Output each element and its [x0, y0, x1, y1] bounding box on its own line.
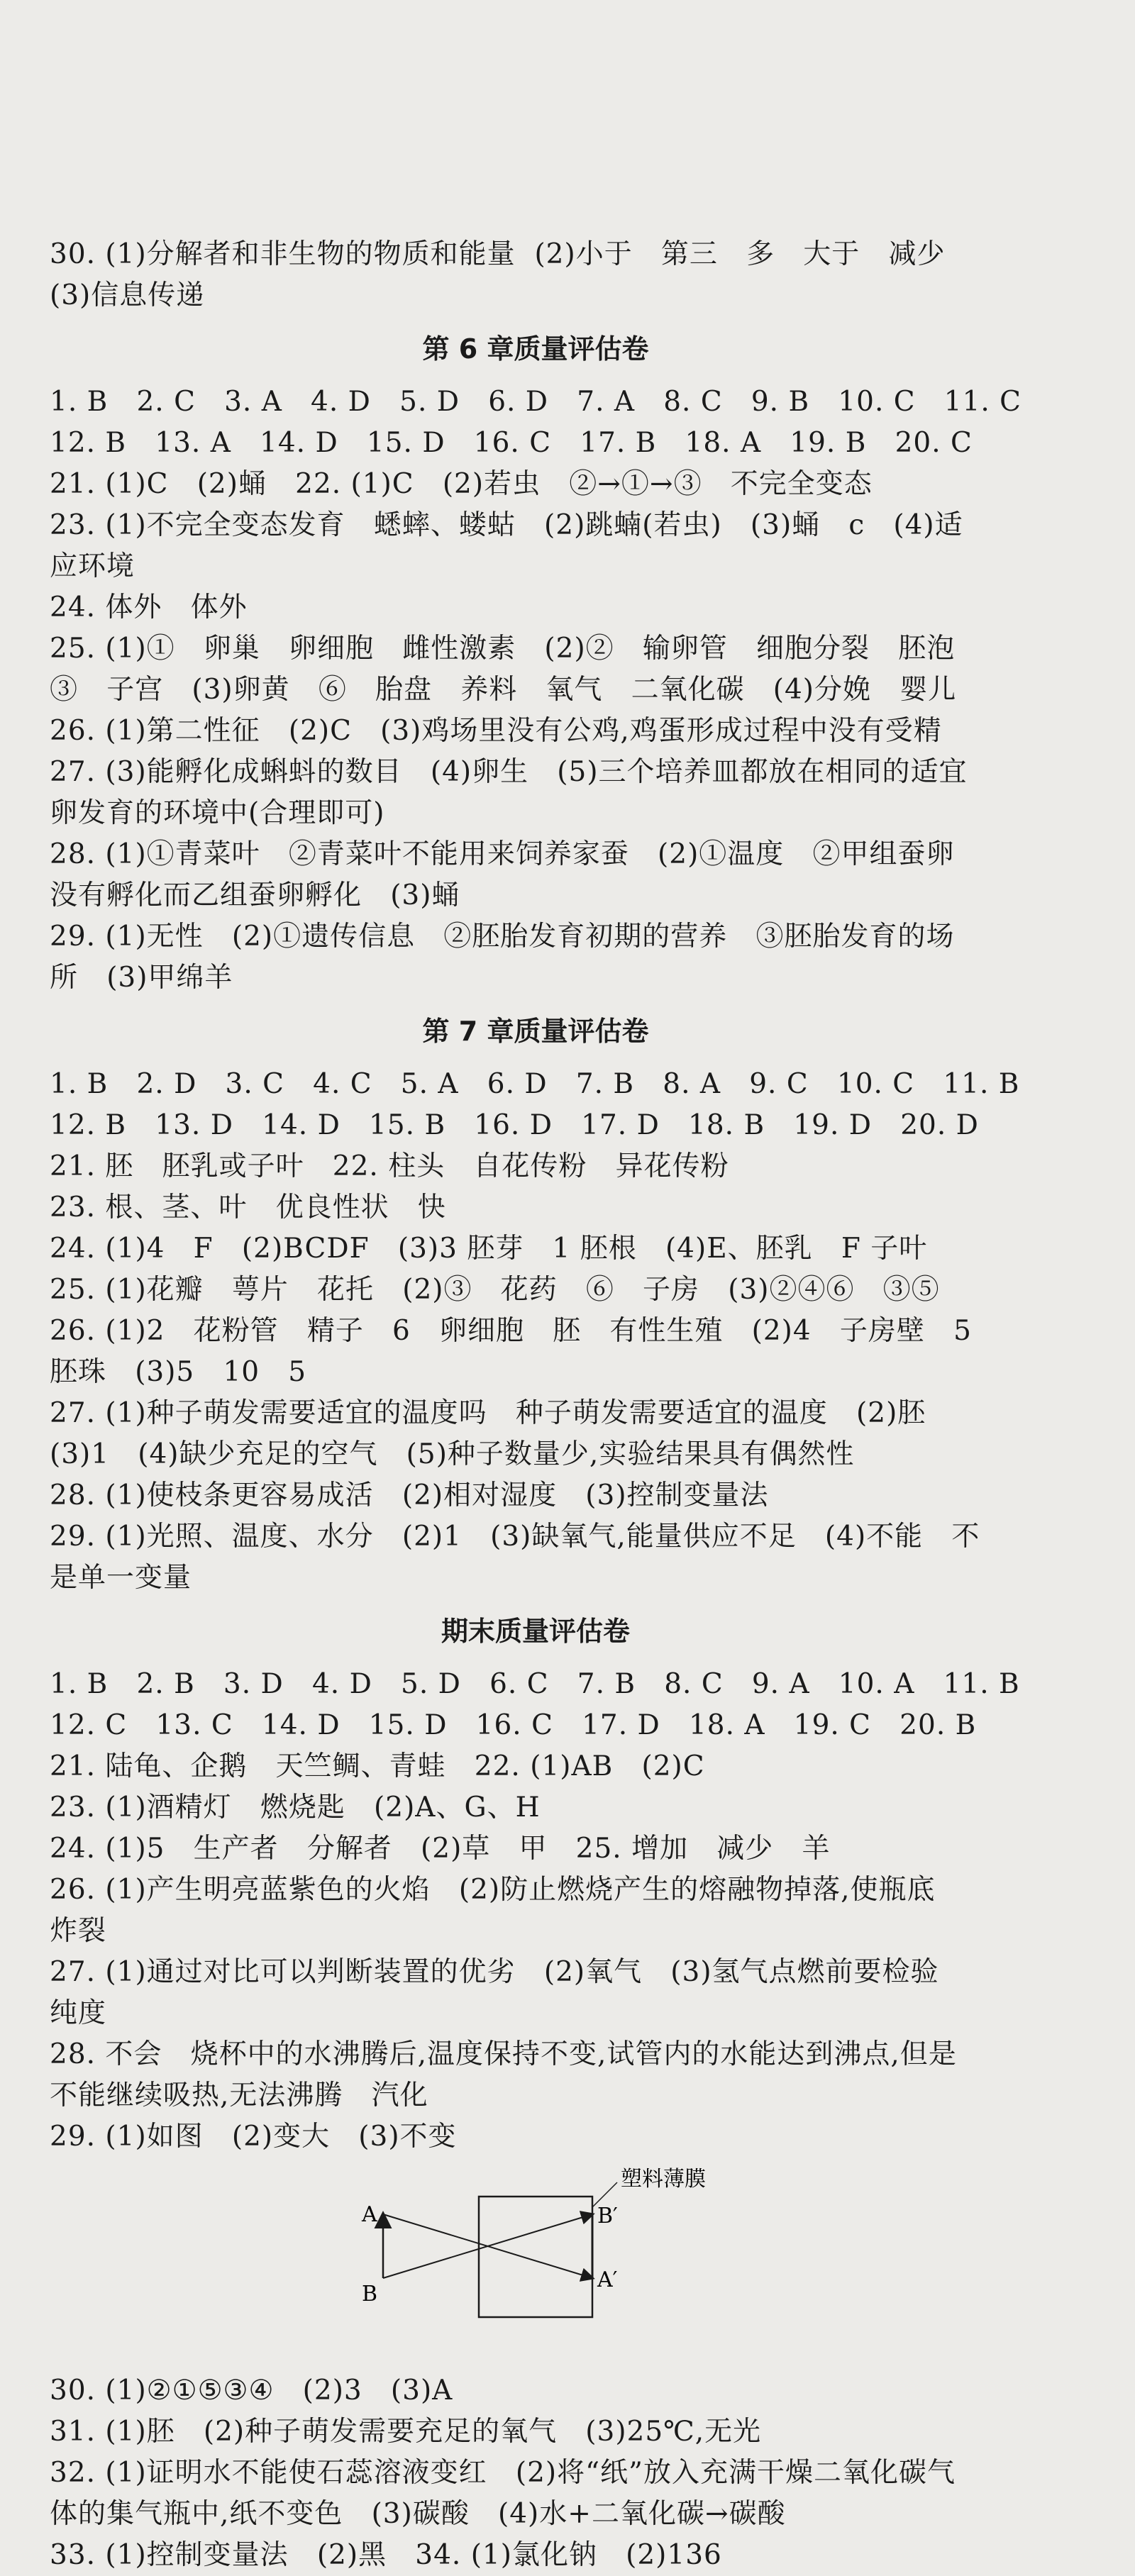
- answer-line: 炸裂: [50, 1915, 107, 1947]
- section-chapter-6: [50, 321, 1022, 999]
- answer-line: ③ 子宫 (3)卵黄 ⑥ 胎盘 养料 氧气 二氧化碳 (4)分娩 婴儿: [50, 674, 957, 706]
- answer-line: 是单一变量: [50, 1562, 192, 1594]
- section-title: 第 7 章质量评估卷: [422, 1016, 649, 1047]
- answer-line: 没有孵化而乙组蚕卵孵化 (3)蛹: [50, 879, 460, 911]
- answer-line: 30. (1)②①⑤③④ (2)3 (3)A: [50, 2375, 453, 2406]
- answer-line: 24. (1)4 F (2)BCDF (3)3 胚芽 1 胚根 (4)E、胚乳 F 子叶: [50, 1233, 928, 1265]
- answer-line: 12. C 13. C 14. D 15. D 16. C 17. D 18. A 19. C 20. B: [50, 1709, 977, 1741]
- answer-line: 23. 根、茎、叶 优良性状 快: [50, 1192, 446, 1223]
- section-chapter-7: [50, 1003, 1022, 1599]
- answer-line: 26. (1)产生明亮蓝紫色的火焰 (2)防止燃烧产生的熔融物掉落,使瓶底: [50, 1874, 936, 1906]
- answer-line: 24. (1)5 生产者 分解者 (2)草 甲 25. 增加 减少 羊: [50, 1833, 831, 1865]
- point-b-label: B: [362, 2282, 378, 2306]
- answer-line: 28. (1)①青菜叶 ②青菜叶不能用来饲养家蚕 (2)①温度 ②甲组蚕卵: [50, 838, 955, 870]
- answer-line: (3)信息传递: [50, 279, 205, 311]
- answer-line: 29. (1)如图 (2)变大 (3)不变: [50, 2121, 457, 2153]
- answer-line: 12. B 13. A 14. D 15. D 16. C 17. B 18. A 19. B 20. C: [50, 427, 973, 459]
- answer-content: [50, 234, 1022, 2576]
- answer-line: 纯度: [50, 1997, 107, 2029]
- answer-line: (3)1 (4)缺少充足的空气 (5)种子数量少,实验结果具有偶然性: [50, 1438, 855, 1470]
- point-a-prime-label: A′: [597, 2267, 618, 2292]
- answer-line: 12. B 13. D 14. D 15. B 16. D 17. D 18. B 19. D 20. D: [50, 1109, 979, 1141]
- answer-line: 27. (1)种子萌发需要适宜的温度吗 种子萌发需要适宜的温度 (2)胚: [50, 1397, 926, 1429]
- answer-line: 21. (1)C (2)蛹 22. (1)C (2)若虫 ②→①→③ 不完全变态: [50, 468, 873, 500]
- answer-line: 26. (1)2 花粉管 精子 6 卵细胞 胚 有性生殖 (2)4 子房壁 5: [50, 1315, 972, 1347]
- section-title: 第 6 章质量评估卷: [422, 333, 649, 365]
- answer-line: 应环境: [50, 550, 135, 582]
- answer-line: 27. (1)通过对比可以判断装置的优劣 (2)氧气 (3)氢气点燃前要检验: [50, 1956, 939, 1988]
- answer-line: 21. 胚 胚乳或子叶 22. 柱头 自花传粉 异花传粉: [50, 1150, 729, 1182]
- pinhole-box: [479, 2197, 592, 2317]
- answer-line: 25. (1)花瓣 萼片 花托 (2)③ 花药 ⑥ 子房 (3)②④⑥ ③⑤: [50, 1274, 940, 1306]
- answer-line: 所 (3)甲绵羊: [50, 962, 233, 994]
- answer-line: 1. B 2. B 3. D 4. D 5. D 6. C 7. B 8. C 9. A 10. A 11. B: [50, 1668, 1020, 1700]
- answer-line: 24. 体外 体外: [50, 592, 248, 623]
- answer-line: 31. (1)胚 (2)种子萌发需要充足的氧气 (3)25℃,无光: [50, 2416, 762, 2448]
- answer-line: 29. (1)无性 (2)①遗传信息 ②胚胎发育初期的营养 ③胚胎发育的场: [50, 921, 955, 953]
- answer-line: 28. (1)使枝条更容易成活 (2)相对湿度 (3)控制变量法: [50, 1479, 769, 1511]
- answer-line: 不能继续吸热,无法沸腾 汽化: [50, 2080, 428, 2111]
- answer-line: 体的集气瓶中,纸不变色 (3)碳酸 (4)水+二氧化碳→碳酸: [50, 2498, 786, 2530]
- section-title: 期末质量评估卷: [441, 1616, 630, 1647]
- answer-line: 30. (1)分解者和非生物的物质和能量 (2)小于 第三 多 大于 减少: [50, 238, 946, 270]
- answer-line: 26. (1)第二性征 (2)C (3)鸡场里没有公鸡,鸡蛋形成过程中没有受精: [50, 715, 942, 747]
- answer-line: 28. 不会 烧杯中的水沸腾后,温度保持不变,试管内的水能达到沸点,但是: [50, 2038, 957, 2070]
- section-final-exam: [50, 1603, 1022, 2576]
- optics-figure: [50, 2158, 1022, 2370]
- answer-line: 1. B 2. D 3. C 4. C 5. A 6. D 7. B 8. A 9. C 10. C 11. B: [50, 1068, 1020, 1100]
- answer-line: 卵发育的环境中(合理即可): [50, 797, 385, 829]
- answer-line: 1. B 2. C 3. A 4. D 5. D 6. D 7. A 8. C 9. B 10. C 11. C: [50, 386, 1022, 418]
- pinhole-diagram: [348, 2165, 716, 2363]
- section-intro: [50, 234, 1022, 316]
- answer-line: 27. (3)能孵化成蝌蚪的数目 (4)卵生 (5)三个培养皿都放在相同的适宜: [50, 756, 968, 788]
- answer-line: 21. 陆龟、企鹅 天竺鲷、青蛙 22. (1)AB (2)C: [50, 1750, 705, 1782]
- answer-line: 33. (1)控制变量法 (2)黑 34. (1)氯化钠 (2)136: [50, 2539, 722, 2571]
- film-label: 塑料薄膜: [621, 2167, 706, 2192]
- answer-line: 32. (1)证明水不能使石蕊溶液变红 (2)将“纸”放入充满干燥二氧化碳气: [50, 2457, 956, 2489]
- answer-line: 23. (1)酒精灯 燃烧匙 (2)A、G、H: [50, 1792, 541, 1823]
- point-a-label: A: [362, 2202, 377, 2227]
- answer-line: 23. (1)不完全变态发育 蟋蟀、蝼蛄 (2)跳蝻(若虫) (3)蛹 c (4)适: [50, 509, 963, 541]
- answer-line: 25. (1)① 卵巢 卵细胞 雌性激素 (2)② 输卵管 细胞分裂 胚泡: [50, 633, 956, 665]
- point-b-prime-label: B′: [597, 2204, 618, 2228]
- answer-line: 29. (1)光照、温度、水分 (2)1 (3)缺氧气,能量供应不足 (4)不能 不: [50, 1521, 980, 1553]
- answer-line: 胚珠 (3)5 10 5: [50, 1356, 307, 1388]
